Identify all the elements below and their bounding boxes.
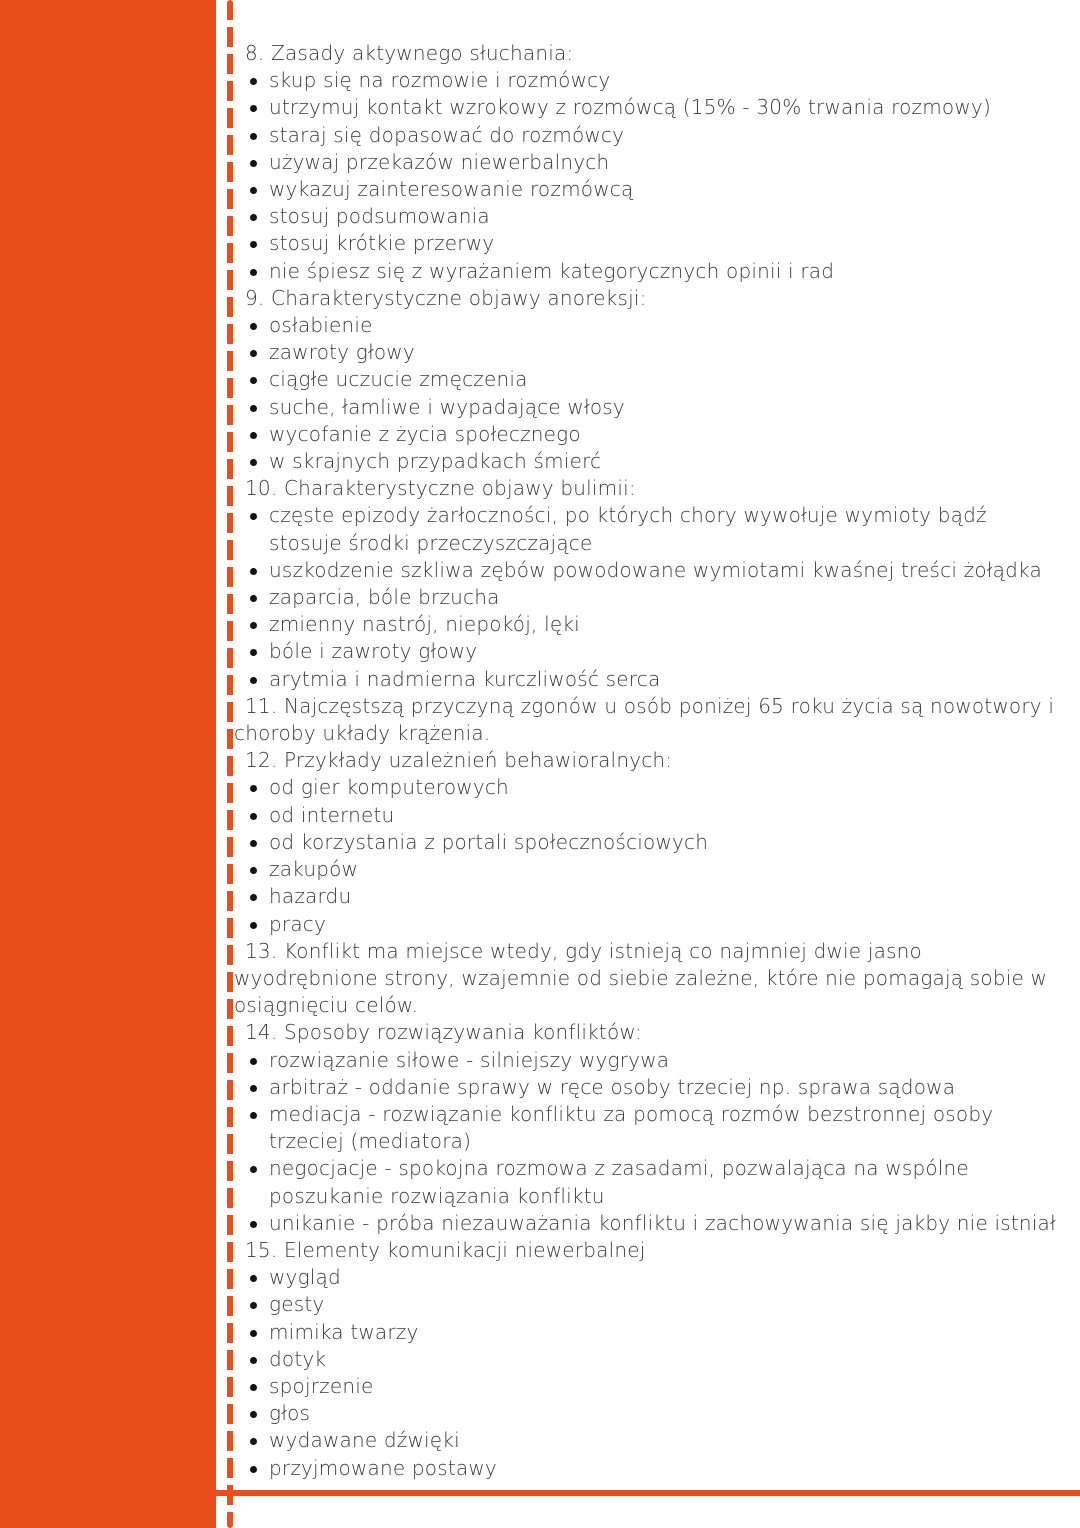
list-item: głos [234,1400,1064,1427]
list-item: przyjmowane postawy [234,1455,1064,1482]
section-paragraph: 13. Konflikt ma miejsce wtedy, gdy istnieją co najmniej dwie jasno wyodrębnione strony, wzajemnie od siebie zależne, które nie pomagają sobie w osiągnięciu celów. [234,938,1048,1018]
bottom-rule [216,1490,1080,1496]
list-item: stosuj krótkie przerwy [234,230,1064,257]
list-item: staraj się dopasować do rozmówcy [234,122,1064,149]
list-item: nie śpiesz się z wyrażaniem kategorycznych opinii i rad [234,258,1064,285]
list-item: bóle i zawroty głowy [234,638,1064,665]
list-item: częste epizody żarłoczności, po których chory wywołuje wymioty bądź stosuje środki przeczyszczające [234,502,1064,556]
list-item: mediacja - rozwiązanie konfliktu za pomocą rozmów bezstronnej osoby trzeciej (mediatora) [234,1101,1064,1155]
list-item: hazardu [234,883,1064,910]
list-item: skup się na rozmowie i rozmówcy [234,67,1064,94]
list-item: stosuj podsumowania [234,203,1064,230]
list-item: osłabienie [234,312,1064,339]
list-item: unikanie - próba niezauważania konfliktu i zachowywania się jakby nie istniał [234,1210,1064,1237]
list-item: arbitraż - oddanie sprawy w ręce osoby trzeciej np. sprawa sądowa [234,1074,1064,1101]
list-item: w skrajnych przypadkach śmierć [234,448,1064,475]
list-item: ciągłe uczucie zmęczenia [234,366,1064,393]
side-color-band [0,0,216,1528]
section-heading: 10. Charakterystyczne objawy bulimii: [245,476,636,501]
list-item: rozwiązanie siłowe - silniejszy wygrywa [234,1047,1064,1074]
section-paragraph: 11. Najczęstszą przyczyną zgonów u osób poniżej 65 roku życia są nowotwory i choroby układy krążenia. [234,693,1055,746]
list-item: od internetu [234,802,1064,829]
dashed-margin-rule [227,0,233,1528]
bullet-list [234,1047,1064,1237]
list-item: utrzymuj kontakt wzrokowy z rozmówcą (15% - 30% trwania rozmowy) [234,94,1064,121]
list-item: zaparcia, bóle brzucha [234,584,1064,611]
list-item: spojrzenie [234,1373,1064,1400]
bullet-list [234,502,1064,692]
list-item: wygląd [234,1264,1064,1291]
list-item: wykazuj zainteresowanie rozmówcą [234,176,1064,203]
list-item: dotyk [234,1346,1064,1373]
list-item: mimika twarzy [234,1319,1064,1346]
list-item: wydawane dźwięki [234,1427,1064,1454]
bullet-list [234,1264,1064,1482]
section-heading: 12. Przykłady uzależnień behawioralnych: [245,748,673,773]
list-item: negocjacje - spokojna rozmowa z zasadami, pozwalająca na wspólne poszukanie rozwiązania konfliktu [234,1155,1064,1209]
section-heading: 9. Charakterystyczne objawy anoreksji: [245,285,647,310]
list-item: wycofanie z życia społecznego [234,421,1064,448]
list-item: zakupów [234,856,1064,883]
list-item: zmienny nastrój, niepokój, lęki [234,611,1064,638]
list-item: zawroty głowy [234,339,1064,366]
list-item: od korzystania z portali społecznościowych [234,829,1064,856]
bullet-list [234,774,1064,937]
section-heading: 15. Elementy komunikacji niewerbalnej [245,1237,646,1262]
list-item: gesty [234,1291,1064,1318]
list-item: uszkodzenie szkliwa zębów powodowane wymiotami kwaśnej treści żołądka [234,557,1064,584]
bullet-list [234,312,1064,475]
list-item: pracy [234,911,1064,938]
section-heading: 14. Sposoby rozwiązywania konfliktów: [245,1020,642,1045]
list-item: suche, łamliwe i wypadające włosy [234,394,1064,421]
list-item: od gier komputerowych [234,774,1064,801]
list-item: arytmia i nadmierna kurczliwość serca [234,666,1064,693]
notes-content [234,40,1064,1482]
bullet-list [234,67,1064,285]
section-heading: 8. Zasady aktywnego słuchania: [245,41,574,65]
list-item: używaj przekazów niewerbalnych [234,149,1064,176]
